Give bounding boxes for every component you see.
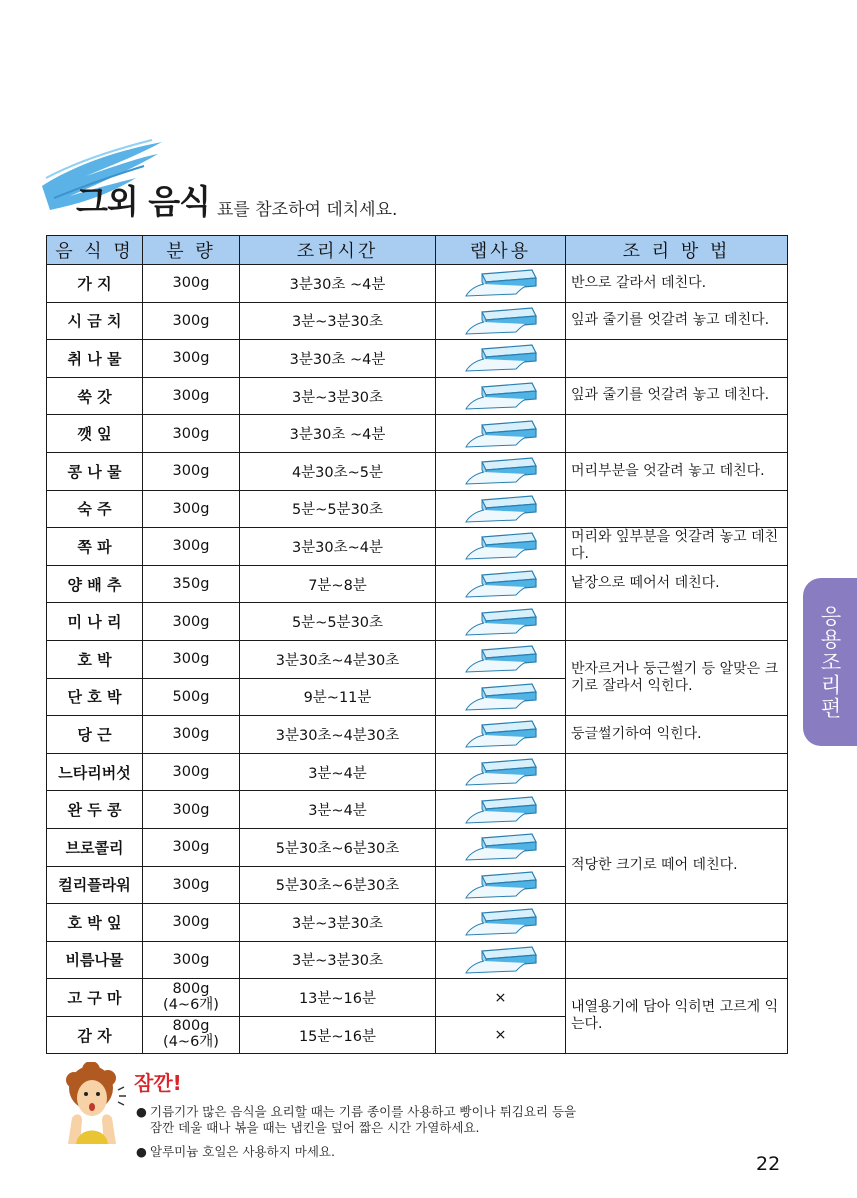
amount-cell: 300g [143,603,240,641]
table-row [47,565,788,603]
wrap-use-cell [436,828,566,866]
food-name-cell: 쪽 파 [47,528,143,566]
side-tab-label: 응용조리편 [818,604,842,720]
wrap-use-cell [436,528,566,566]
food-name-cell: 숙 주 [47,490,143,528]
cook-time-cell: 9분~11분 [240,678,436,716]
food-name-cell: 깻 잎 [47,415,143,453]
cook-method-cell: 둥글썰기하여 익힌다. [566,716,788,754]
header-wrap-use: 랩사용 [436,236,566,265]
wrap-film-icon [464,945,538,975]
wrap-use-cell [436,941,566,979]
cook-time-cell: 7분~8분 [240,565,436,603]
wrap-use-cell [436,490,566,528]
amount-cell [143,979,240,1017]
table-row [47,640,788,678]
food-name-cell: 당 근 [47,716,143,754]
cook-method-cell: 머리와 잎부분을 엇갈려 놓고 데친다. [566,528,788,566]
wrap-film-icon [464,795,538,825]
cook-method-cell: 반자르거나 둥근썰기 등 알맞은 크기로 잘라서 익힌다. [566,640,788,715]
food-name-cell: 가 지 [47,265,143,303]
cook-time-cell: 3분30초 ~4분 [240,265,436,303]
wrap-use-cell [436,265,566,303]
food-name-cell: 감 자 [47,1016,143,1054]
wrap-use-cell [436,866,566,904]
wrap-use-cell [436,340,566,378]
cook-time-cell: 3분30초~4분 [240,528,436,566]
note-title: 잠깐! [134,1071,182,1095]
cook-method-cell [566,753,788,791]
header-amount: 분 량 [143,236,240,265]
wrap-film-icon [464,419,538,449]
wrap-use-cell [436,716,566,754]
wrap-film-icon [464,607,538,637]
table-row [47,603,788,641]
amount-cell: 300g [143,528,240,566]
wrap-use-cell [436,640,566,678]
amount-cell: 300g [143,340,240,378]
amount-cell: 300g [143,452,240,490]
food-name-cell: 비름나물 [47,941,143,979]
food-name-cell: 취 나 물 [47,340,143,378]
cook-time-cell: 3분~3분30초 [240,377,436,415]
wrap-use-cell [436,452,566,490]
table-row [47,452,788,490]
table-header-row [47,236,788,265]
table-row [47,941,788,979]
food-name-cell: 느타리버섯 [47,753,143,791]
cook-time-cell: 5분30초~6분30초 [240,866,436,904]
wrap-film-icon [464,268,538,298]
cook-method-cell: 머리부분을 엇갈려 놓고 데친다. [566,452,788,490]
food-name-cell: 양 배 추 [47,565,143,603]
note-list [136,1104,576,1160]
wrap-use-cell [436,302,566,340]
cook-time-cell: 3분~4분 [240,753,436,791]
wrap-film-icon [464,306,538,336]
table-body [47,265,788,1054]
page-number: 22 [756,1153,781,1175]
wrap-use-cell [436,791,566,829]
table-row [47,904,788,942]
wrap-film-icon [464,456,538,486]
bullet-icon: ● [136,1104,147,1119]
amount-count: (4~6개) [163,1034,219,1051]
wrap-film-icon [464,682,538,712]
amount-cell: 300g [143,302,240,340]
bullet-icon: ● [136,1144,147,1159]
wrap-film-icon [464,907,538,937]
food-name-cell: 시 금 치 [47,302,143,340]
cook-time-cell: 3분30초 ~4분 [240,340,436,378]
amount-cell [143,1016,240,1054]
wrap-film-icon [464,757,538,787]
wrap-film-icon [464,569,538,599]
table-row [47,828,788,866]
cook-method-cell [566,415,788,453]
wrap-use-cell [436,377,566,415]
wrap-film-icon [464,531,538,561]
wrap-use-cell: × [436,979,566,1017]
cook-method-cell: 반으로 갈라서 데친다. [566,265,788,303]
cook-method-cell: 잎과 줄기를 엇갈려 놓고 데친다. [566,302,788,340]
table-row [47,528,788,566]
cook-time-cell: 3분30초~4분30초 [240,716,436,754]
cook-method-cell: 낱장으로 떼어서 데친다. [566,565,788,603]
wrap-use-cell: × [436,1016,566,1054]
amount-cell: 300g [143,941,240,979]
wrap-film-icon [464,870,538,900]
amount-cell: 300g [143,716,240,754]
wrap-film-icon [464,832,538,862]
cook-method-cell: 내열용기에 담아 익히면 고르게 익는다. [566,979,788,1054]
cook-method-cell [566,603,788,641]
table-row [47,716,788,754]
wrap-use-cell [436,678,566,716]
table-row [47,340,788,378]
page-title: 그외 음식 [76,182,211,221]
cooking-table [46,235,788,1054]
cook-time-cell: 3분30초 ~4분 [240,415,436,453]
page-subtitle: 표를 참조하여 데치세요. [217,200,398,220]
amount-cell: 300g [143,640,240,678]
food-name-cell: 완 두 콩 [47,791,143,829]
table-row [47,791,788,829]
cook-time-cell: 13분~16분 [240,979,436,1017]
note-item-line: 잠깐 데울 때나 볶을 때는 냅킨을 덮어 짧은 시간 가열하세요. [150,1120,480,1135]
cook-time-cell: 3분30초~4분30초 [240,640,436,678]
cook-time-cell: 3분~3분30초 [240,302,436,340]
wrap-film-icon [464,381,538,411]
amount-value: 800g [172,1018,210,1035]
woman-character-illustration [58,1062,128,1144]
cook-time-cell: 15분~16분 [240,1016,436,1054]
table-row [47,377,788,415]
food-name-cell: 브로콜리 [47,828,143,866]
wrap-use-cell [436,565,566,603]
cook-method-cell [566,490,788,528]
amount-cell: 300g [143,265,240,303]
table-row [47,415,788,453]
wrap-use-cell [436,904,566,942]
food-name-cell: 호 박 [47,640,143,678]
food-name-cell: 쑥 갓 [47,377,143,415]
wrap-film-icon [464,719,538,749]
header-cook-method: 조 리 방 법 [566,236,788,265]
cook-time-cell: 5분30초~6분30초 [240,828,436,866]
cook-method-cell [566,791,788,829]
wrap-film-icon [464,494,538,524]
wrap-film-icon [464,644,538,674]
wrap-use-cell [436,415,566,453]
cook-method-cell [566,941,788,979]
amount-cell: 300g [143,866,240,904]
note-item-line: 알루미늄 호일은 사용하지 마세요. [150,1144,335,1159]
wrap-use-cell [436,603,566,641]
food-name-cell: 미 나 리 [47,603,143,641]
food-name-cell: 단 호 박 [47,678,143,716]
amount-cell: 300g [143,490,240,528]
table-row [47,490,788,528]
table-row [47,753,788,791]
cook-time-cell: 5분~5분30초 [240,603,436,641]
amount-cell: 500g [143,678,240,716]
amount-value: 800g [172,980,210,997]
cook-method-cell [566,904,788,942]
cook-time-cell: 4분30초~5분 [240,452,436,490]
food-name-cell: 콩 나 물 [47,452,143,490]
food-name-cell: 고 구 마 [47,979,143,1017]
header-food-name: 음 식 명 [47,236,143,265]
amount-count: (4~6개) [163,996,219,1013]
cook-time-cell: 3분~3분30초 [240,941,436,979]
note-item [136,1144,576,1160]
amount-cell: 300g [143,377,240,415]
cook-time-cell: 5분~5분30초 [240,490,436,528]
amount-cell: 300g [143,904,240,942]
table-row [47,265,788,303]
wrap-use-cell [436,753,566,791]
amount-cell: 300g [143,753,240,791]
amount-cell: 350g [143,565,240,603]
cook-time-cell: 3분~3분30초 [240,904,436,942]
note-item [136,1104,576,1136]
amount-cell: 300g [143,791,240,829]
cook-method-cell: 적당한 크기로 떼어 데친다. [566,828,788,903]
cook-method-cell: 잎과 줄기를 엇갈려 놓고 데친다. [566,377,788,415]
table-row [47,302,788,340]
food-name-cell: 컬리플라워 [47,866,143,904]
section-side-tab [803,578,857,746]
header-cook-time: 조리시간 [240,236,436,265]
amount-cell: 300g [143,828,240,866]
amount-cell: 300g [143,415,240,453]
food-name-cell: 호 박 잎 [47,904,143,942]
table-row [47,979,788,1017]
cook-time-cell: 3분~4분 [240,791,436,829]
note-item-line: 기름기가 많은 음식을 요리할 때는 기름 종이를 사용하고 빵이나 튀김요리 등을 [150,1104,577,1119]
cook-method-cell [566,340,788,378]
wrap-film-icon [464,343,538,373]
